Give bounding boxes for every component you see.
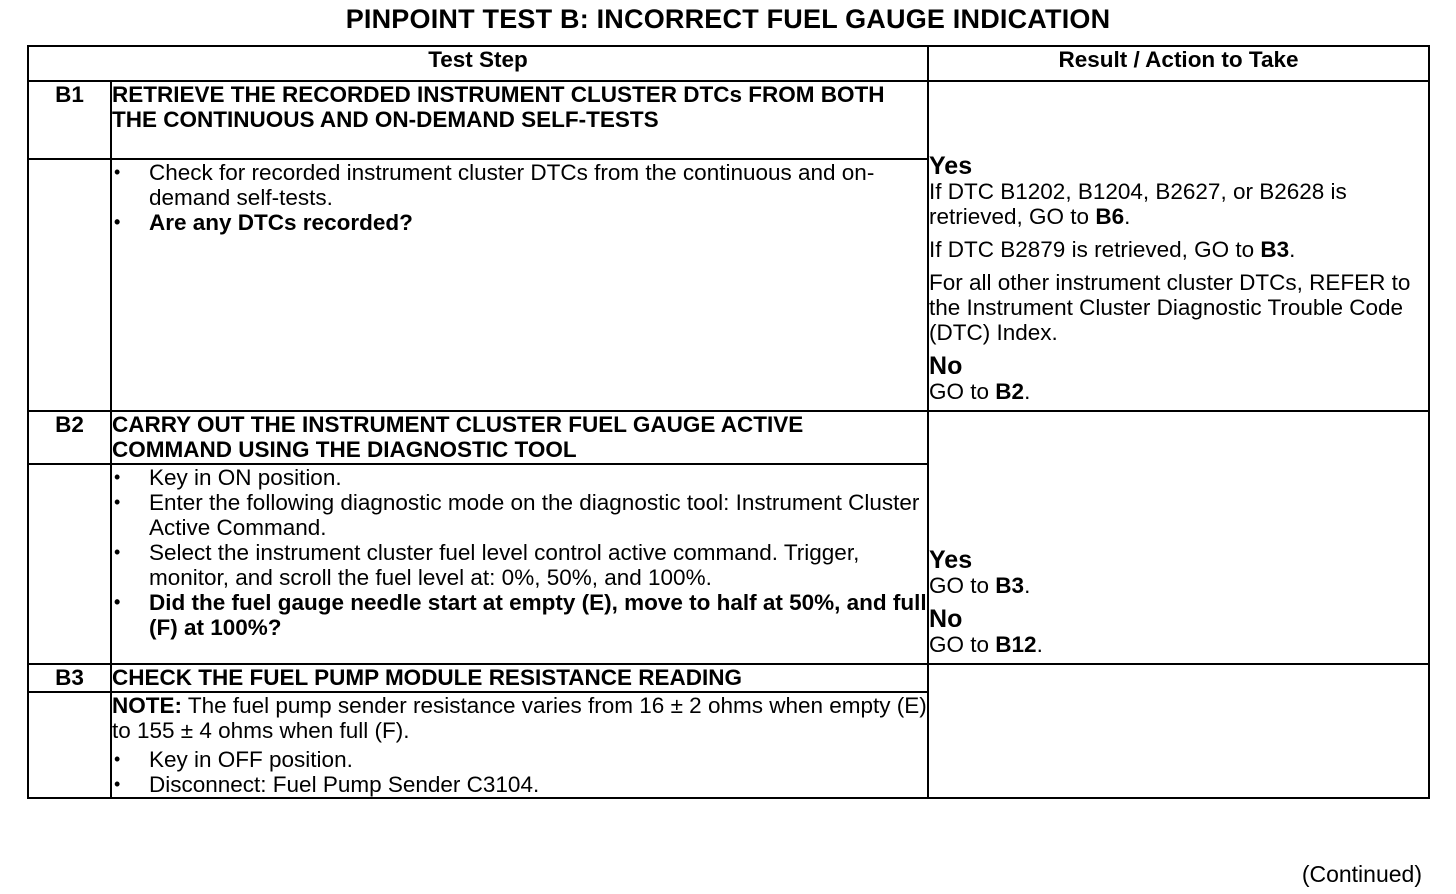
step-b2-heading-row [28,411,1429,464]
column-header-test-step: Test Step [28,46,928,81]
result-yes-line: GO to B3. [929,573,1031,598]
result-yes-line: If DTC B1202, B1204, B2627, or B2628 is retrieved, GO to B6. [929,179,1347,229]
step-b1-heading-row [28,81,1429,159]
step-b2-results [928,411,1429,664]
bullet-question: • Are any DTCs recorded? [112,210,927,235]
note-label: NOTE: [112,693,182,718]
result-text: If DTC B2879 is retrieved, GO to [929,237,1261,262]
result-no-line: GO to B12. [929,632,1043,657]
step-id-b2: B2 [28,411,111,464]
result-yes-label: Yes [929,546,973,574]
column-header-result: Result / Action to Take [928,46,1429,81]
step-b1-bullets [112,160,927,235]
step-id-b1: B1 [28,81,111,159]
result-text: If DTC B1202, B1204, B2627, or B2628 is retrieved, GO to [929,179,1347,229]
step-id-spacer [28,159,111,411]
result-text: GO to [929,379,996,404]
step-b3-note [112,693,927,743]
step-b1-body [111,159,928,411]
result-no-line: GO to B2. [929,379,1031,404]
result-yes-label: Yes [929,152,973,180]
step-b3-body [111,692,928,798]
continued-label: (Continued) [1301,861,1422,887]
step-reference: B6 [1095,204,1125,229]
result-yes-line: If DTC B2879 is retrieved, GO to B3. [929,237,1296,262]
bullet-question: • Did the fuel gauge needle start at empty (E), move to half at 50%, and full (F) at 100%? [112,590,927,640]
bullet-item: • Select the instrument cluster fuel level control active command. Trigger, monitor, and scroll the fuel level at: 0%, 50%, and 100%. [112,540,927,590]
step-b1-results [928,81,1429,411]
note-text: The fuel pump sender resistance varies from 16 ± 2 ohms when empty (E) to 155 ± 4 ohms when full (F). [112,693,927,743]
page-title: PINPOINT TEST B: INCORRECT FUEL GAUGE INDICATION [345,4,1111,34]
step-b3-results [928,664,1429,798]
bullet-item: • Enter the following diagnostic mode on the diagnostic tool: Instrument Cluster Active Command. [112,490,927,540]
step-b3-bullets [112,747,927,797]
bullet-item: • Key in ON position. [112,465,927,490]
step-reference: B3 [1260,237,1290,262]
result-text: GO to [929,632,996,657]
bullet-item: • Disconnect: Fuel Pump Sender C3104. [112,772,927,797]
bullet-item: • Check for recorded instrument cluster DTCs from the continuous and on-demand self-tests. [112,160,927,210]
step-b3-heading: CHECK THE FUEL PUMP MODULE RESISTANCE READING [111,664,928,692]
result-no-label: No [929,605,963,633]
step-b2-body [111,464,928,664]
step-b2-bullets [112,465,927,640]
step-b2-heading: CARRY OUT THE INSTRUMENT CLUSTER FUEL GAUGE ACTIVE COMMAND USING THE DIAGNOSTIC TOOL [111,411,928,464]
step-b1-heading: RETRIEVE THE RECORDED INSTRUMENT CLUSTER DTCs FROM BOTH THE CONTINUOUS AND ON-DEMAND SELF-TESTS [111,81,928,159]
table-header-row [28,46,1429,81]
step-reference: B12 [995,632,1037,657]
step-reference: B3 [995,573,1025,598]
bullet-item: • Key in OFF position. [112,747,927,772]
step-reference: B2 [995,379,1025,404]
result-text: GO to [929,573,996,598]
result-no-label: No [929,352,963,380]
step-id-spacer [28,692,111,798]
result-yes-line: For all other instrument cluster DTCs, REFER to the Instrument Cluster Diagnostic Trouble Code (DTC) Index. [929,270,1411,345]
step-id-b3: B3 [28,664,111,692]
step-b3-heading-row [28,664,1429,692]
pinpoint-test-table [27,45,1430,799]
step-id-spacer [28,464,111,664]
